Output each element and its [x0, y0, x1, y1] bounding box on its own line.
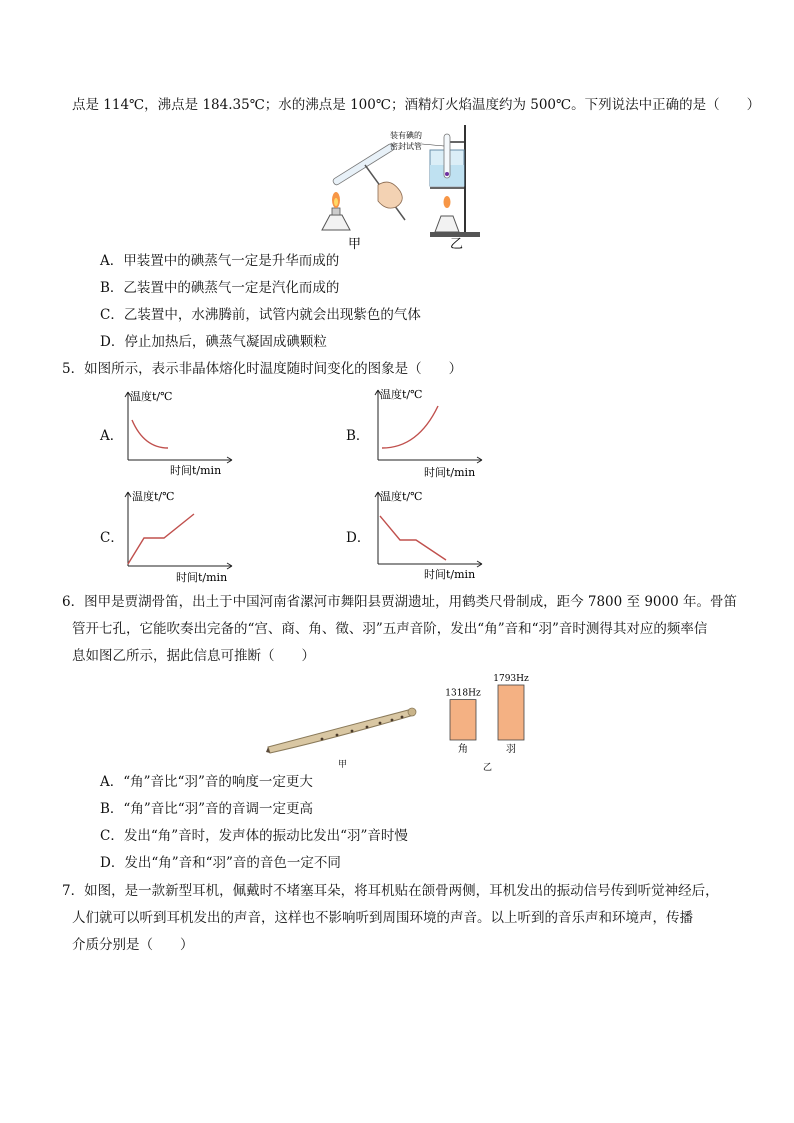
q4-option-b: B．乙装置中的碘蒸气一定是汽化而成的	[100, 280, 340, 296]
q6-option-a: A．“角”音比“羽”音的响度一定更大	[100, 774, 313, 790]
graph-b-y-label: 温度t/℃	[380, 388, 423, 401]
tube-label-line1: 装有碘的	[390, 131, 422, 140]
bar-角	[450, 700, 476, 740]
q4-jia-label: 甲	[348, 237, 362, 252]
graph-c-curve	[128, 514, 194, 564]
graph-a-y-label: 温度t/℃	[130, 390, 173, 403]
q5-letter-d: D．	[346, 530, 371, 546]
q6-option-c: C．发出“角”音时，发声体的振动比发出“羽”音时慢	[100, 828, 408, 844]
iodine-tube-jia	[332, 143, 405, 220]
graph-d-x-label: 时间t/min	[424, 568, 476, 581]
q5-graph-c	[122, 486, 240, 584]
q6-stem-line3: 息如图乙所示，据此信息可推断（ ）	[72, 648, 315, 664]
q5-stem: 5．如图所示，表示非晶体熔化时温度随时间变化的图象是（ ）	[62, 361, 463, 377]
bar-value-label: 1318Hz	[445, 688, 481, 699]
graph-c-y-label: 温度t/℃	[132, 490, 175, 503]
stand-yi	[430, 125, 480, 237]
q4-option-c: C．乙装置中，水沸腾前，试管内就会出现紫色的气体	[100, 307, 421, 323]
q4-yi-label: 乙	[450, 237, 464, 252]
q6-stem-line2: 管开七孔，它能吹奏出完备的“宫、商、角、徵、羽”五声音阶，发出“角”音和“羽”音时测得其对应的频率信	[72, 621, 708, 637]
bar-category-label: 角	[458, 744, 468, 755]
q7-stem-line3: 介质分别是（ ）	[72, 937, 194, 953]
graph-b-curve	[382, 406, 438, 448]
graph-a-curve	[132, 420, 168, 448]
q5-graph-d	[372, 486, 487, 582]
q6-jia-label: 甲	[338, 760, 348, 770]
tube-label-line2: 密封试管	[390, 142, 422, 151]
q5-letter-a: A．	[100, 428, 124, 444]
q4-apparatus-figure	[310, 120, 500, 255]
bar-value-label: 1793Hz	[493, 674, 529, 684]
q7-stem-line2: 人们就可以听到耳机发出的声音，这样也不影响听到周围环境的声音。以上听到的音乐声和环境声，传播	[72, 910, 693, 926]
q6-option-d: D．发出“角”音和“羽”音的音色一定不同	[100, 855, 341, 871]
q4-option-a: A．甲装置中的碘蒸气一定是升华而成的	[100, 253, 340, 269]
bar-category-label: 羽	[506, 744, 516, 755]
q4-option-d: D．停止加热后，碘蒸气凝固成碘颗粒	[100, 334, 327, 350]
bar-羽	[498, 685, 524, 740]
graph-a-x-label: 时间t/min	[170, 464, 222, 477]
q6-yi-label: 乙	[483, 763, 493, 773]
q5-graph-b	[372, 384, 487, 480]
q4-intro: 点是 114℃，沸点是 184.35℃；水的沸点是 100℃；酒精灯火焰温度约为 500℃。下列说法中正确的是（ ）	[72, 97, 761, 113]
q5-graph-a	[122, 388, 237, 480]
q6-option-b: B．“角”音比“羽”音的音调一定更高	[100, 801, 314, 817]
q5-letter-c: C．	[100, 530, 124, 546]
frequency-bar-chart	[440, 670, 540, 775]
q5-letter-b: B．	[346, 428, 370, 444]
alcohol-lamp-jia	[322, 192, 350, 230]
q7-stem-line1: 7．如图，是一款新型耳机，佩戴时不堵塞耳朵，将耳机贴在颌骨两侧，耳机发出的振动信号传到听觉神经后，	[62, 883, 719, 899]
graph-c-x-label: 时间t/min	[176, 571, 228, 584]
graph-d-y-label: 温度t/℃	[380, 490, 423, 503]
bone-flute-image	[262, 695, 422, 770]
q6-stem-line1: 6．图甲是贾湖骨笛，出土于中国河南省漯河市舞阳县贾湖遗址，用鹤类尺骨制成，距今 7800 至 9000 年。骨笛	[62, 594, 737, 610]
graph-d-curve	[380, 516, 446, 560]
graph-b-x-label: 时间t/min	[424, 466, 476, 479]
